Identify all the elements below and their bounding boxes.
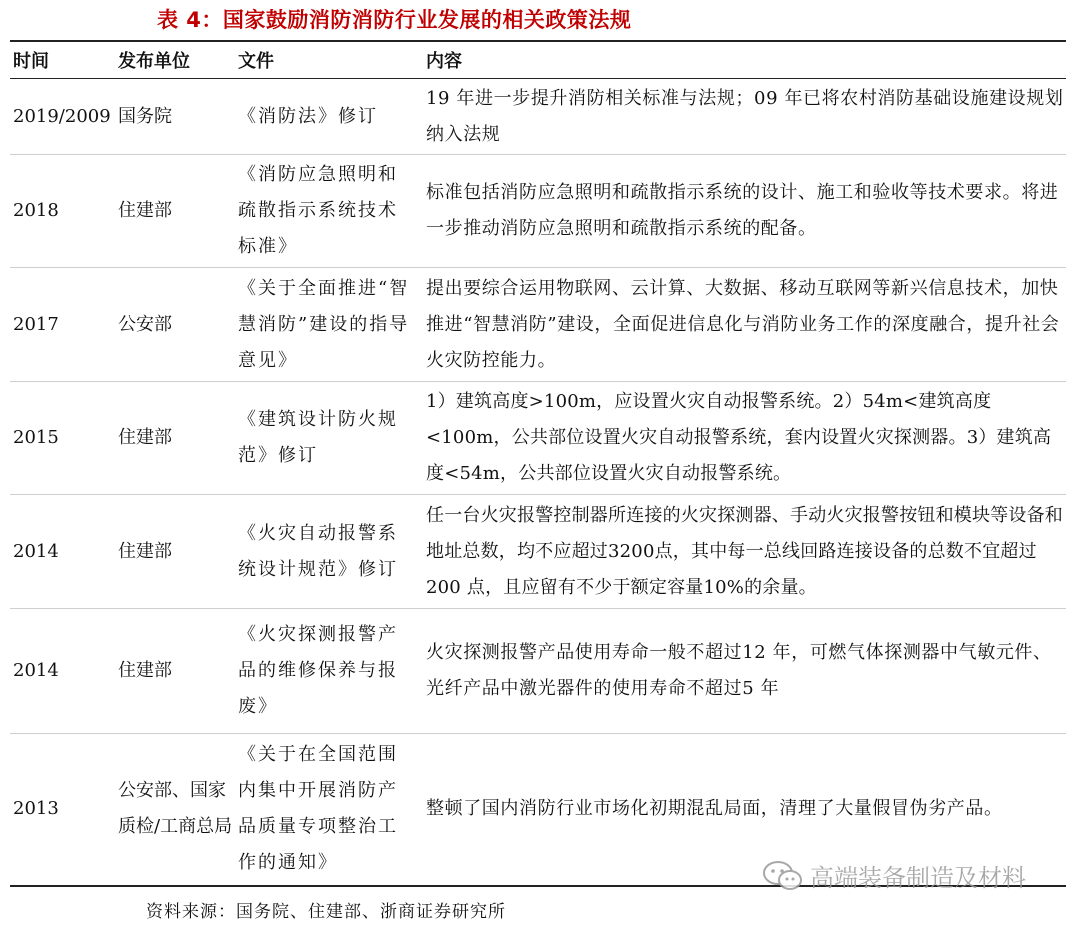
watermark — [762, 858, 1026, 893]
source-note: 资料来源：国务院、住建部、浙商证券研究所 — [146, 902, 506, 922]
row-unit: 国务院 — [118, 106, 172, 127]
row-content: 1）建筑高度>100m，应设置火灾自动报警系统。2）54m<建筑高度<100m，公共部位设置火灾自动报警系统，套内设置火灾探测器。3）建筑高度<54m，公共部位设置火灾自动报警系统。 — [426, 391, 1052, 484]
row-document: 《火灾探测报警产品的维修保养与报废》 — [238, 624, 398, 717]
header-rule — [10, 78, 1066, 79]
table-row — [0, 268, 1080, 381]
header-content: 内容 — [426, 51, 462, 72]
row-time: 2015 — [13, 427, 59, 448]
row-time: 2017 — [13, 313, 59, 335]
row-unit: 住建部 — [118, 427, 172, 448]
row-document: 《关于在全国范围内集中开展消防产品质量专项整治工作的通知》 — [238, 744, 398, 873]
row-document: 《火灾自动报警系统设计规范》修订 — [238, 522, 398, 580]
table-row — [0, 495, 1080, 608]
header-document: 文件 — [238, 51, 274, 72]
row-time: 2013 — [13, 798, 59, 819]
table-row — [0, 609, 1080, 733]
row-time: 2018 — [13, 200, 59, 221]
row-content: 任一台火灾报警控制器所连接的火灾探测器、手动火灾报警按钮和模块等设备和地址总数，均不应超过3200点，其中每一总线回路连接设备的总数不宜超过200 点，且应留有不少于额定容量10%的余量。 — [426, 504, 1063, 598]
table-row — [0, 80, 1080, 154]
wechat-icon — [762, 860, 804, 892]
row-unit: 公安部、国家质检/工商总局 — [118, 780, 233, 837]
row-time: 2014 — [13, 540, 59, 562]
row-document: 《建筑设计防火规范》修订 — [238, 409, 398, 466]
row-unit: 住建部 — [118, 200, 172, 221]
row-time: 2014 — [13, 660, 59, 681]
row-unit: 公安部 — [118, 313, 172, 335]
row-document: 《关于全面推进“智慧消防”建设的指导意见》 — [238, 277, 410, 371]
header-time: 时间 — [13, 51, 49, 72]
row-content: 火灾探测报警产品使用寿命一般不超过12 年，可燃气体探测器中气敏元件、光纤产品中激光器件的使用寿命不超过5 年 — [426, 642, 1052, 699]
header-unit: 发布单位 — [118, 51, 190, 72]
row-unit: 住建部 — [118, 660, 172, 681]
row-time: 2019/2009 — [13, 106, 111, 127]
table-row — [0, 382, 1080, 494]
row-content: 19 年进一步提升消防相关标准与法规；09 年已将农村消防基础设施建设规划纳入法规 — [426, 88, 1064, 145]
table-header — [0, 42, 1080, 78]
row-document: 《消防法》修订 — [238, 106, 378, 127]
row-content: 提出要综合运用物联网、云计算、大数据、移动互联网等新兴信息技术，加快推进“智慧消防”建设，全面促进信息化与消防业务工作的深度融合，提升社会火灾防控能力。 — [426, 277, 1060, 371]
table-title: 表 4：国家鼓励消防消防行业发展的相关政策法规 — [157, 8, 632, 32]
row-unit: 住建部 — [118, 540, 172, 562]
table-row — [0, 155, 1080, 267]
row-content: 整顿了国内消防行业市场化初期混乱局面，清理了大量假冒伪劣产品。 — [426, 798, 1003, 819]
watermark-text: 高端装备制造及材料 — [810, 864, 1026, 892]
row-content: 标准包括消防应急照明和疏散指示系统的设计、施工和验收等技术要求。将进一步推动消防应急照明和疏散指示系统的配备。 — [426, 182, 1059, 239]
row-document: 《消防应急照明和疏散指示系统技术标准》 — [238, 164, 398, 257]
